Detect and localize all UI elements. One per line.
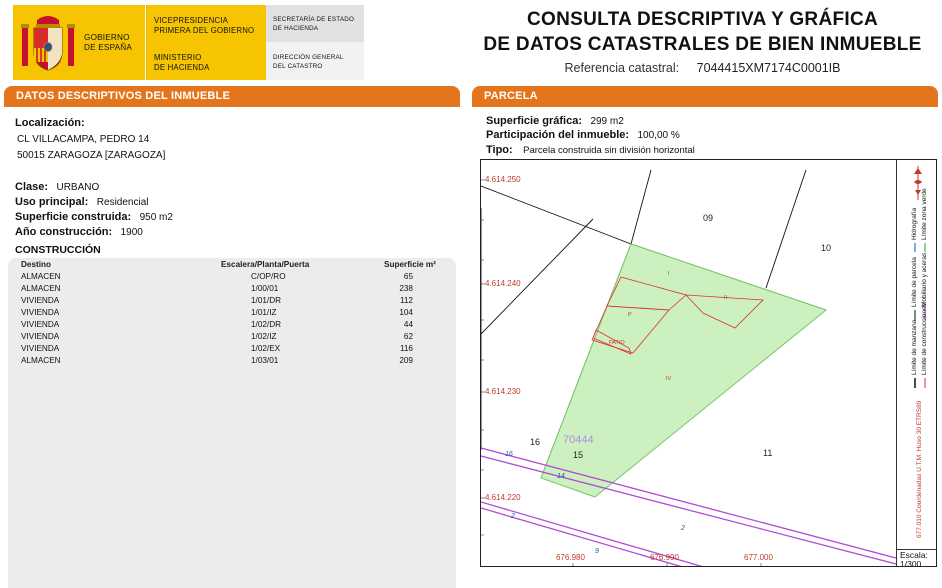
building-label-ii: II <box>724 295 728 301</box>
building-label-iv: IV <box>666 376 672 382</box>
coord-y-2: 4.614.240 <box>485 279 521 288</box>
cell-destino: ALMACEN <box>21 284 61 293</box>
parcela-panel <box>472 107 938 588</box>
secretaria-line-1: SECRETARÍA DE ESTADO <box>273 16 355 23</box>
table-row <box>8 272 456 284</box>
cell-superficie: 112 <box>399 296 413 305</box>
parcel-label-11: 11 <box>763 448 773 458</box>
gobierno-logo <box>13 5 145 80</box>
secretaria-line-2: DE HACIENDA <box>273 25 319 32</box>
scale-label: Escala: <box>900 550 928 560</box>
column-header-superficie: Superficie m² <box>384 260 436 269</box>
cell-destino: VIVIENDA <box>21 320 60 329</box>
direccion-line-2: DEL CATASTRO <box>273 63 323 70</box>
secretaria-block <box>266 5 364 80</box>
government-logo-block <box>13 5 364 80</box>
ministry-block <box>146 5 266 80</box>
table-row <box>8 296 456 308</box>
building-label-i: I <box>668 271 670 277</box>
street-number-14: 14 <box>557 473 565 480</box>
superficie-value: 950 m2 <box>139 212 173 223</box>
cell-destino: VIVIENDA <box>21 296 60 305</box>
gobierno-line-2: DE ESPAÑA <box>84 43 133 52</box>
coord-y-4: 4.614.220 <box>485 493 521 502</box>
parcel-label-09: 09 <box>703 213 714 223</box>
block-number: 70444 <box>563 434 594 446</box>
cell-destino: VIVIENDA <box>21 332 60 341</box>
construccion-title: CONSTRUCCIÓN <box>15 244 101 256</box>
legend-mobiliario: Mobiliario y aceras <box>921 252 928 307</box>
cell-superficie: 209 <box>399 356 413 365</box>
cell-escalera: 1/02/IZ <box>251 332 277 341</box>
map-legend <box>896 160 937 549</box>
ministerio-line-2: DE HACIENDA <box>154 63 210 72</box>
cell-escalera: 1/02/DR <box>251 320 282 329</box>
legend-limite-parcela: Límite de parcela <box>911 257 918 307</box>
tipo-value: Parcela construida sin división horizontal <box>523 145 695 156</box>
anio-label: Año construcción: <box>15 226 113 238</box>
cell-escalera: 1/01/IZ <box>251 308 277 317</box>
coord-y-1: 4.614.250 <box>485 175 521 184</box>
cell-superficie: 104 <box>399 308 413 317</box>
section-header-datos: DATOS DESCRIPTIVOS DEL INMUEBLE <box>4 86 460 107</box>
coat-of-arms-icon <box>19 14 77 76</box>
gobierno-line-1: GOBIERNO <box>84 33 130 42</box>
clase-label: Clase: <box>15 181 49 193</box>
section-header-parcela: PARCELA <box>472 86 938 107</box>
cell-superficie: 65 <box>403 272 413 281</box>
cell-escalera: 1/02/EX <box>251 344 281 353</box>
referencia-value: 7044415XM7174C0001IB <box>696 61 841 75</box>
column-header-destino: Destino <box>21 260 52 269</box>
sup-grafica-value: 299 m2 <box>590 116 624 127</box>
legend-zona-verde: Límite zona verde <box>921 188 928 240</box>
street-number-16: 16 <box>505 451 513 458</box>
cell-superficie: 62 <box>403 332 413 341</box>
cell-superficie: 116 <box>399 344 413 353</box>
table-row <box>8 284 456 296</box>
map-scale <box>896 549 937 567</box>
street-number-2-right: 2 <box>681 525 685 532</box>
street-number-9: 9 <box>595 548 599 555</box>
localizacion-label: Localización: <box>15 117 85 129</box>
cell-destino: VIVIENDA <box>21 308 60 317</box>
legend-hidrografia: Hidrografía <box>911 207 918 240</box>
page-header <box>0 0 942 84</box>
participacion-label: Participación del inmueble: <box>486 129 630 141</box>
coord-x-1: 676.980 <box>556 553 585 562</box>
legend-limite-manzana: Límite de manzana <box>911 319 918 375</box>
superficie-label: Superficie construida: <box>15 211 132 223</box>
parcel-70444-polygon[interactable] <box>541 244 826 497</box>
cadastral-map[interactable] <box>480 159 937 567</box>
clase-value: URBANO <box>56 182 100 193</box>
table-row <box>8 320 456 332</box>
map-canvas[interactable] <box>481 160 896 567</box>
page-title-line-1: CONSULTA DESCRIPTIVA Y GRÁFICA <box>526 9 879 30</box>
datos-descriptivos-panel <box>4 107 460 588</box>
referencia-catastral <box>470 61 935 75</box>
address-line-1: CL VILLACAMPA, PEDRO 14 <box>17 134 150 145</box>
table-row <box>8 344 456 356</box>
anio-value: 1900 <box>120 227 143 238</box>
coord-x-2: 676.990 <box>650 553 679 562</box>
address-line-2: 50015 ZARAGOZA [ZARAGOZA] <box>17 150 166 161</box>
page-title-line-2: DE DATOS CATASTRALES DE BIEN INMUEBLE <box>483 34 922 55</box>
parcel-label-16: 16 <box>530 437 541 447</box>
legend-limite-construcciones: Límite de construcciones <box>921 303 928 375</box>
participacion-value: 100,00 % <box>637 130 680 141</box>
building-label-p: P <box>628 312 632 318</box>
construccion-table <box>8 258 456 588</box>
cell-escalera: C/OP/RO <box>251 272 286 281</box>
table-row <box>8 356 456 368</box>
cell-destino: ALMACEN <box>21 356 61 365</box>
cell-superficie: 44 <box>403 320 413 329</box>
anio-row <box>15 222 143 240</box>
column-header-escalera: Escalera/Planta/Puerta <box>221 260 310 269</box>
table-row <box>8 332 456 344</box>
parcel-label-15: 15 <box>573 450 584 460</box>
uso-value: Residencial <box>96 197 149 208</box>
tipo-row <box>486 140 695 158</box>
street-number-2-left: 2 <box>511 513 515 520</box>
ministerio-line-1: MINISTERIO <box>154 53 202 62</box>
coord-y-3: 4.614.230 <box>485 387 521 396</box>
page-title <box>470 7 935 57</box>
coord-x-3: 677.000 <box>744 553 773 562</box>
tipo-label: Tipo: <box>486 144 513 156</box>
scale-value: 1/300 <box>900 559 922 567</box>
cell-destino: ALMACEN <box>21 272 61 281</box>
cell-destino: VIVIENDA <box>21 344 60 353</box>
vicepresidencia-line-2: PRIMERA DEL GOBIERNO <box>154 26 255 35</box>
legend-coordinates: 677.010 Coordenadas U.T.M. Huso 30 ETRS89 <box>916 400 923 538</box>
cell-escalera: 1/03/01 <box>251 356 279 365</box>
sup-grafica-label: Superficie gráfica: <box>486 115 582 127</box>
cell-escalera: 1/00/01 <box>251 284 279 293</box>
vicepresidencia-line-1: VICEPRESIDENCIA <box>154 16 229 25</box>
cell-escalera: 1/01/DR <box>251 296 282 305</box>
direccion-line-1: DIRECCIÓN GENERAL <box>273 54 344 61</box>
building-label-patio: PATIO <box>609 340 625 346</box>
parcel-label-10: 10 <box>821 243 832 253</box>
uso-label: Uso principal: <box>15 196 89 208</box>
cell-superficie: 238 <box>399 284 413 293</box>
table-row <box>8 308 456 320</box>
referencia-label: Referencia catastral: <box>564 61 680 75</box>
